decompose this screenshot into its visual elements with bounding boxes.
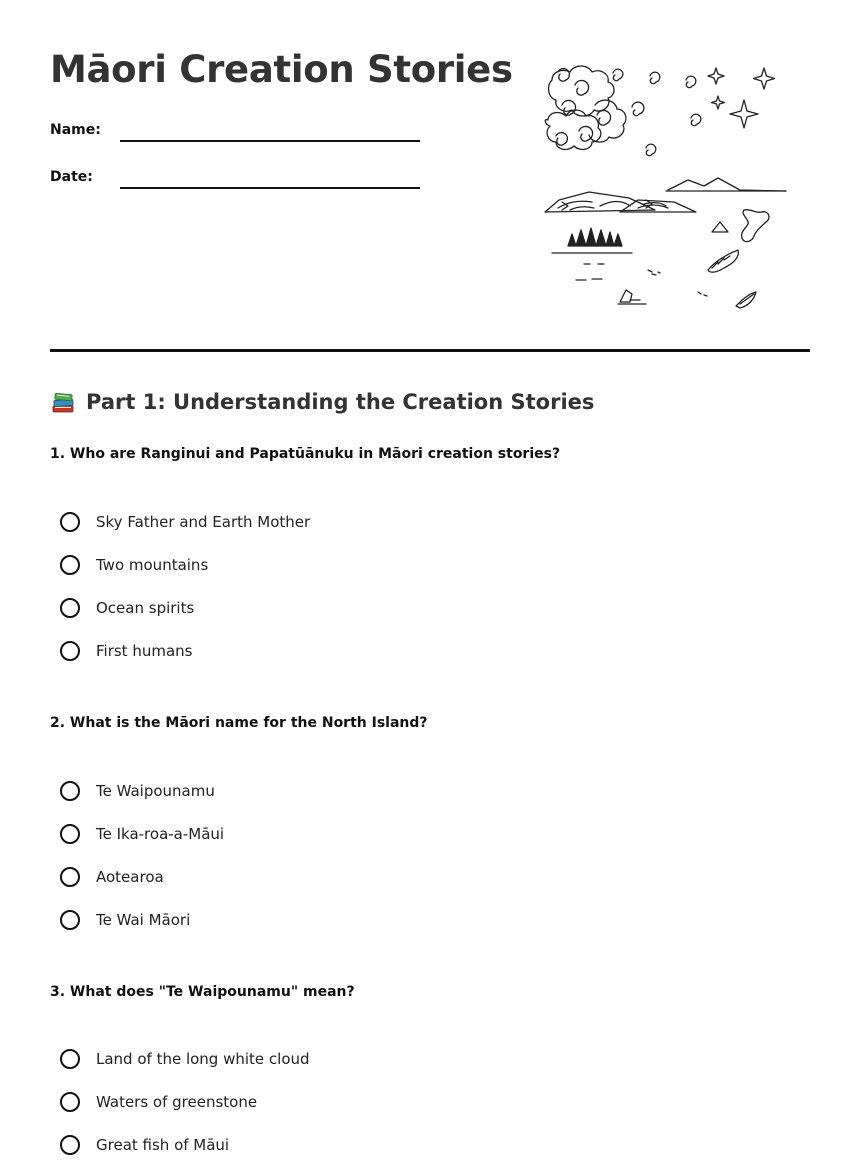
- water-marks: [576, 264, 604, 280]
- islands-drawing: [618, 210, 769, 308]
- radio-button[interactable]: [60, 867, 80, 887]
- radio-button[interactable]: [60, 641, 80, 661]
- books-icon: [50, 389, 76, 415]
- radio-button[interactable]: [60, 1092, 80, 1112]
- option-label: Waters of greenstone: [96, 1092, 258, 1111]
- answer-option[interactable]: [60, 629, 310, 672]
- answer-option[interactable]: [60, 855, 224, 898]
- radio-button[interactable]: [60, 512, 80, 532]
- question-text: 3. What does "Te Waipounamu" mean?: [50, 984, 355, 1000]
- answer-options: [60, 769, 224, 941]
- answer-option[interactable]: [60, 500, 310, 543]
- name-label: Name:: [50, 122, 101, 138]
- question-text: 2. What is the Māori name for the North Island?: [50, 715, 428, 731]
- date-input-line[interactable]: [120, 187, 420, 189]
- question-1: [50, 446, 810, 660]
- answer-option[interactable]: [60, 586, 310, 629]
- answer-option[interactable]: [60, 898, 224, 941]
- name-field: [50, 122, 430, 152]
- option-label: Te Wai Māori: [96, 910, 191, 929]
- option-label: Great fish of Māui: [96, 1135, 230, 1154]
- option-label: Ocean spirits: [96, 598, 195, 617]
- question-2: [50, 715, 810, 929]
- radio-button[interactable]: [60, 910, 80, 930]
- question-3: [50, 984, 810, 1154]
- question-text: 1. Who are Ranginui and Papatūānuku in Māori creation stories?: [50, 446, 561, 462]
- radio-button[interactable]: [60, 598, 80, 618]
- name-input-line[interactable]: [120, 140, 420, 142]
- option-label: Te Waipounamu: [96, 781, 215, 800]
- section-heading: [50, 389, 594, 415]
- option-label: Land of the long white cloud: [96, 1049, 310, 1068]
- radio-button[interactable]: [60, 781, 80, 801]
- option-label: Aotearoa: [96, 867, 164, 886]
- answer-option[interactable]: [60, 543, 310, 586]
- stars-drawing: [708, 68, 775, 128]
- creation-story-illustration: [540, 60, 795, 310]
- option-label: Two mountains: [96, 555, 209, 574]
- option-label: Sky Father and Earth Mother: [96, 512, 311, 531]
- answer-option[interactable]: [60, 1037, 310, 1080]
- option-label: Te Ika-roa-a-Māui: [96, 824, 225, 843]
- answer-option[interactable]: [60, 1123, 310, 1166]
- mountains-drawing: [545, 178, 786, 212]
- page-title: Māori Creation Stories: [50, 48, 513, 91]
- radio-button[interactable]: [60, 1135, 80, 1155]
- date-label: Date:: [50, 169, 93, 185]
- answer-options: [60, 1037, 310, 1166]
- radio-button[interactable]: [60, 1049, 80, 1069]
- trees-drawing: [568, 228, 622, 246]
- answer-option[interactable]: [60, 769, 224, 812]
- clouds-drawing: [545, 66, 701, 156]
- date-field: [50, 169, 430, 199]
- header-divider: [50, 349, 810, 352]
- section-title: Part 1: Understanding the Creation Stories: [86, 390, 595, 414]
- answer-options: [60, 500, 310, 672]
- answer-option[interactable]: [60, 1080, 310, 1123]
- radio-button[interactable]: [60, 824, 80, 844]
- answer-option[interactable]: [60, 812, 224, 855]
- radio-button[interactable]: [60, 555, 80, 575]
- option-label: First humans: [96, 641, 193, 660]
